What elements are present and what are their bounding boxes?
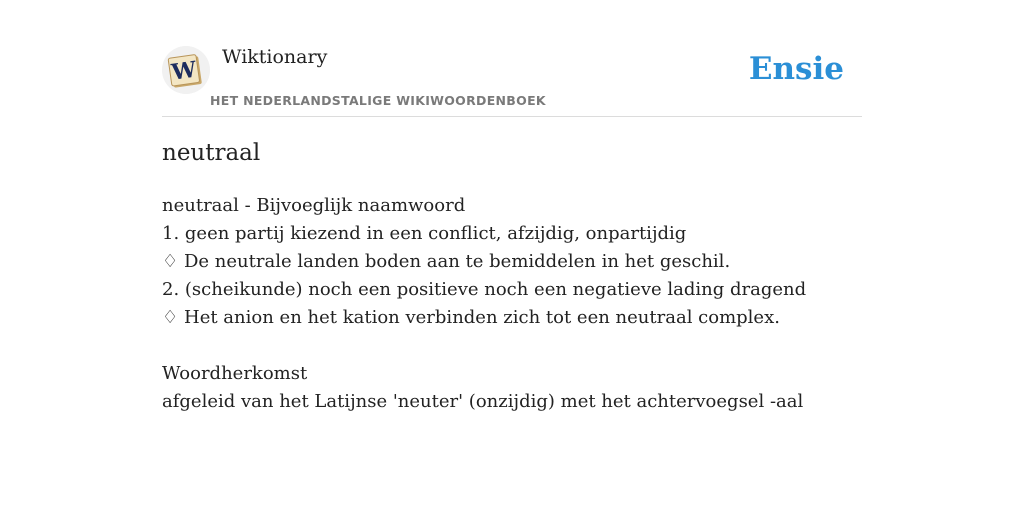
logo-letter: W	[169, 56, 199, 86]
definition-1: 1. geen partij kiezend in een conflict, afzijdig, onpartijdig	[162, 223, 687, 244]
example-2-text: Het anion en het kation verbinden zich tot een neutraal complex.	[184, 307, 780, 328]
site-subtitle: HET NEDERLANDSTALIGE WIKIWOORDENBOEK	[210, 93, 546, 108]
page	[162, 0, 862, 512]
example-marker-icon: ♢	[162, 251, 179, 272]
ensie-brand-link[interactable]: Ensie	[748, 51, 844, 87]
wiktionary-tile-icon	[162, 46, 210, 94]
example-marker-icon: ♢	[162, 307, 179, 328]
entry-body	[162, 192, 862, 416]
etymology-text: afgeleid van het Latijnse 'neuter' (onzijdig) met het achtervoegsel -aal	[162, 391, 804, 412]
spacer	[162, 332, 862, 360]
example-1	[162, 248, 862, 276]
wiktionary-logo-icon[interactable]	[162, 46, 210, 94]
site-name[interactable]: Wiktionary	[222, 46, 328, 68]
etymology-heading: Woordherkomst	[162, 363, 308, 384]
page-title: neutraal	[162, 140, 261, 166]
example-1-text: De neutrale landen boden aan te bemiddelen in het geschil.	[184, 251, 731, 272]
example-2	[162, 304, 862, 332]
definition-2: 2. (scheikunde) noch een positieve noch een negatieve lading dragend	[162, 279, 807, 300]
part-of-speech-line: neutraal - Bijvoeglijk naamwoord	[162, 195, 466, 216]
site-header	[162, 0, 862, 117]
